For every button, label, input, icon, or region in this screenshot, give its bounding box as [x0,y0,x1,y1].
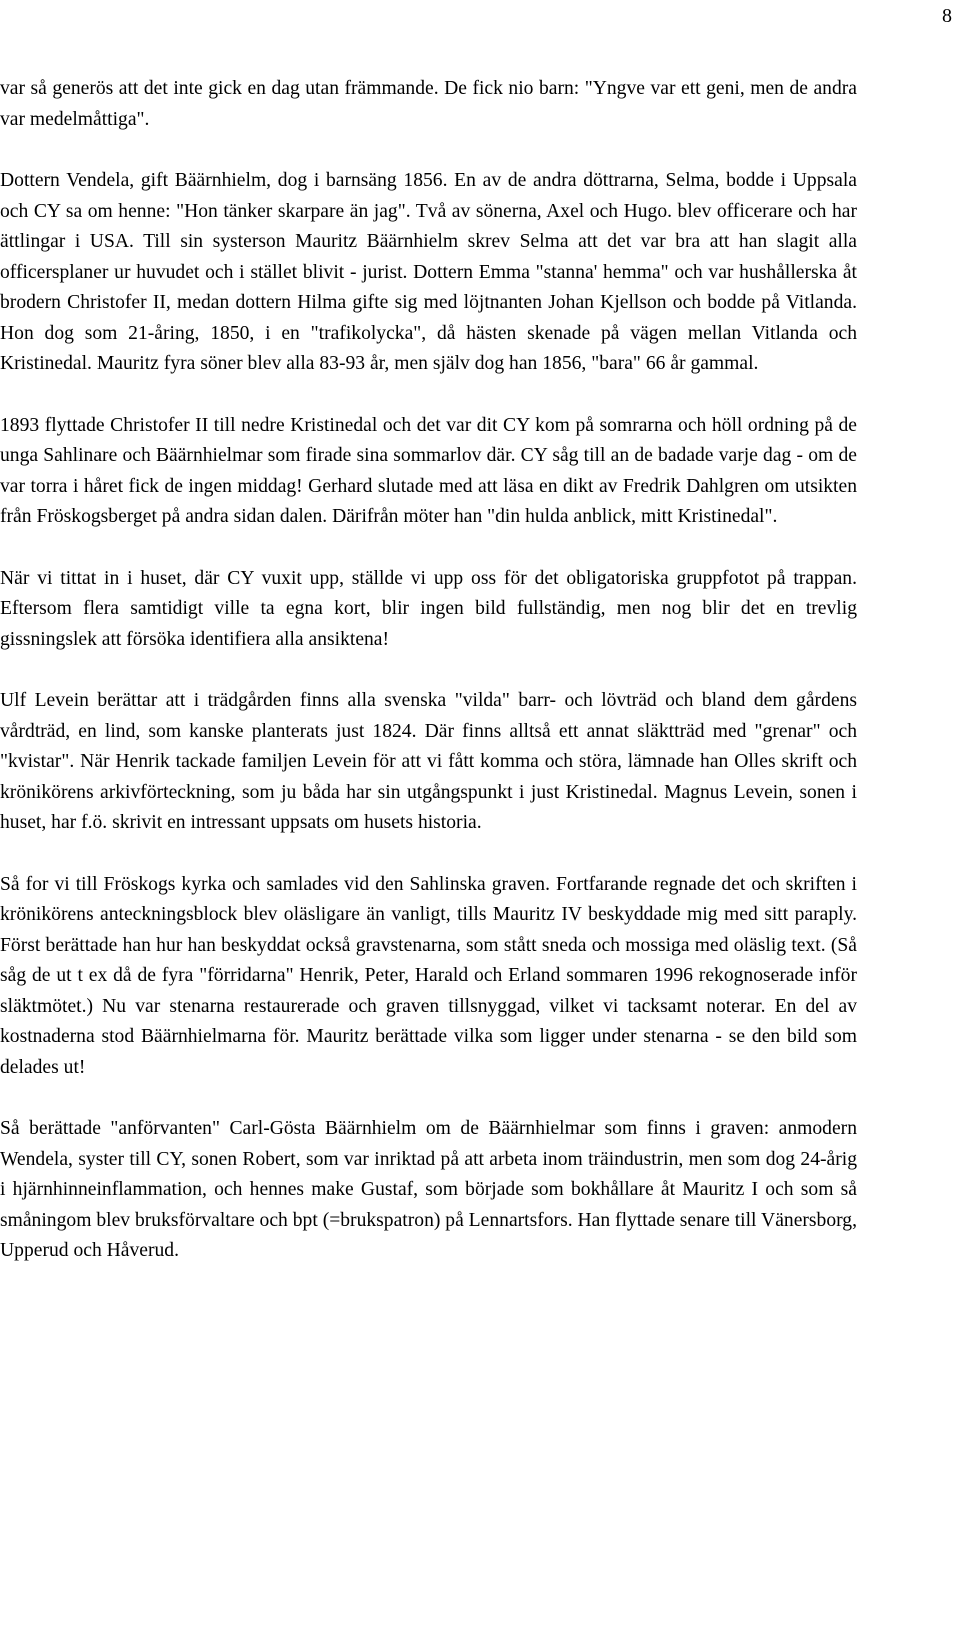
paragraph: 1893 flyttade Christofer II till nedre Kristinedal och det var dit CY kom på somrarna och höll ordning på de unga Sahlinare och Bäärnhielmar som firade sina sommarlov där. CY såg till an de badade varje dag - om de var torra i håret fick de ingen middag! Gerhard slutade med att läsa en dikt av Fredrik Dahlgren om utsikten från Fröskogsberget på andra sidan dalen. Därifrån möter han "din hulda anblick, mitt Kristinedal". [0,414,857,527]
paragraph: När vi tittat in i huset, där CY vuxit upp, ställde vi upp oss för det obligatoriska gruppfotot på trappan. Eftersom flera samtidigt ville ta egna kort, blir ingen bild fullständig, men nog blir det en trevlig gissningslek att försöka identifiera alla ansiktena! [0,567,857,650]
paragraph: var så generös att det inte gick en dag utan främmande. De fick nio barn: "Yngve var ett geni, men de andra var medelmåttiga". [0,78,857,130]
paragraph: Dottern Vendela, gift Bäärnhielm, dog i barnsäng 1856. En av de andra döttrarna, Selma, bodde i Uppsala och CY sa om henne: "Hon tänker skarpare än jag". Två av sönerna, Axel och Hugo. blev officerare och har ättlingar i USA. Till sin systerson Mauritz Bäärnhielm skrev Selma att det var bra att han slagit alla officersplaner ur huvudet och i stället blivit - jurist. Dottern Emma "stanna' hemma" och var hushållerska åt brodern Christofer II, medan dottern Hilma gifte sig med löjtnanten Johan Kjellson och bodde på Vitlanda. Hon dog som 21-åring, 1850, i en "trafikolycka", då hästen skenade på vägen mellan Vitlanda och Kristinedal. Mauritz fyra söner blev alla 83-93 år, men själv dog han 1856, "bara" 66 år gammal. [0,170,857,374]
paragraph: Så berättade "anförvanten" Carl-Gösta Bäärnhielm om de Bäärnhielmar som finns i graven: anmodern Wendela, syster till CY, sonen Robert, som var inriktad på att arbeta inom träindustrin, men som dog 24-årig i hjärnhinneinflammation, och hennes make Gustaf, som började som bokhållare åt Mauritz I och som så småningom blev bruksförvaltare och bpt (=brukspatron) på Lennartsfors. Han flyttade senare till Vänersborg, Upperud och Håverud. [0,1118,857,1261]
paragraph: Ulf Levein berättar att i trädgården finns alla svenska "vilda" barr- och lövträd och bland dem gårdens vårdträd, en lind, som kanske planterats just 1824. Där finns alltså ett annat släktträd med "grenar" och "kvistar". När Henrik tackade familjen Levein för att vi fått komma och störa, lämnade han Olles skrift och krönikörens arkivförteckning, som ju båda har sin utgångspunkt i just Kristinedal. Magnus Levein, sonen i huset, har f.ö. skrivit en intressant uppsats om husets historia. [0,690,857,833]
document-body [0,74,857,1298]
page-number: 8 [942,5,952,27]
paragraph: Så for vi till Fröskogs kyrka och samlades vid den Sahlinska graven. Fortfarande regnade det och skriften i krönikörens anteckningsblock blev oläsligare än vanligt, tills Mauritz IV beskyddade mig med sitt paraply. Först berättade han hur han beskyddat också gravstenarna, som stått sneda och mossiga med oläslig text. (Så såg de ut t ex då de fyra "förridarna" Henrik, Peter, Harald och Erland sommaren 1996 rekognoserade inför släktmötet.) Nu var stenarna restaurerade och graven tillsnyggad, vilket vi tacksamt noterar. En del av kostnaderna stod Bäärnhielmarna för. Mauritz berättade vilka som ligger under stenarna - se den bild som delades ut! [0,873,857,1078]
